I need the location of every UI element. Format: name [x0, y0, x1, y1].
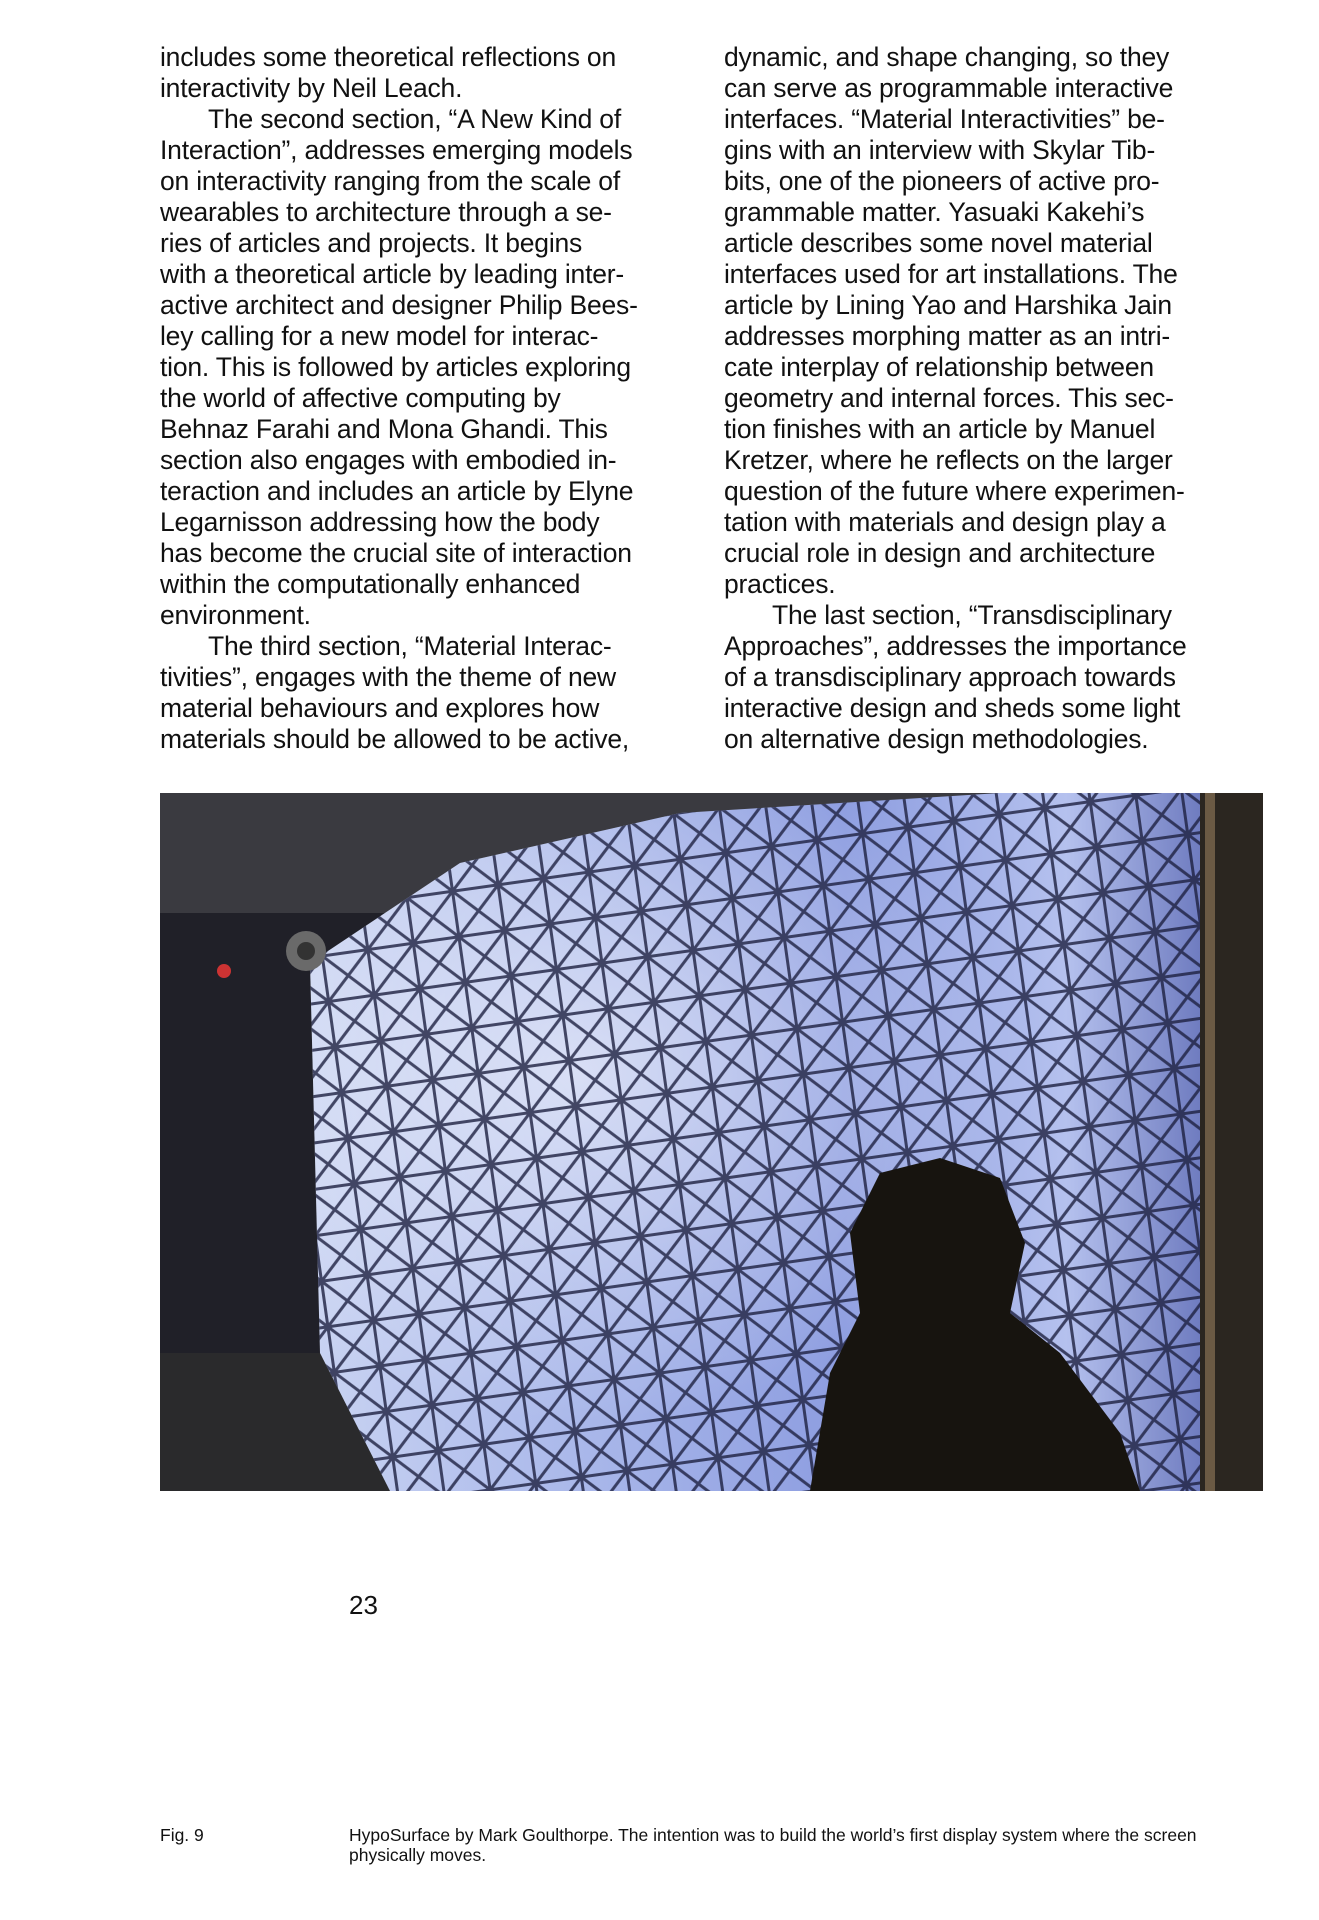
text-line: interfaces. “Material Interactivities” be- [724, 104, 1165, 134]
text-line: gins with an interview with Skylar Tib- [724, 135, 1156, 165]
text-line: tation with materials and design play a [724, 507, 1166, 537]
text-line: wearables to architecture through a se- [160, 197, 612, 227]
page-number: 23 [349, 1590, 378, 1620]
text-line: article describes some novel material [724, 228, 1153, 258]
text-line: teraction and includes an article by Elyne [160, 476, 634, 506]
text-line: ries of articles and projects. It begins [160, 228, 583, 258]
text-line: can serve as programmable interactive [724, 73, 1174, 103]
text-line: Interaction”, addresses emerging models [160, 135, 633, 165]
text-line: material behaviours and explores how [160, 693, 600, 723]
text-line: ley calling for a new model for interac- [160, 321, 599, 351]
figure-label: Fig. 9 [160, 1825, 204, 1845]
text-line: of a transdisciplinary approach towards [724, 662, 1176, 692]
text-line: Behnaz Farahi and Mona Ghandi. This [160, 414, 608, 444]
figure-caption: HypoSurface by Mark Goulthorpe. The intention was to build the world’s first display system where the screen physically moves. [349, 1825, 1197, 1865]
text-line: on interactivity ranging from the scale of [160, 166, 620, 196]
text-line: Kretzer, where he reflects on the larger [724, 445, 1173, 475]
text-line: question of the future where experimen- [724, 476, 1185, 506]
text-line: Approaches”, addresses the importance [724, 631, 1187, 661]
text-line: practices. [724, 569, 836, 599]
text-line: geometry and internal forces. This sec- [724, 383, 1174, 413]
text-line: addresses morphing matter as an intri- [724, 321, 1171, 351]
text-line: article by Lining Yao and Harshika Jain [724, 290, 1172, 320]
text-line: within the computationally enhanced [160, 569, 581, 599]
text-line: interactivity by Neil Leach. [160, 73, 463, 103]
text-line: The second section, “A New Kind of [208, 104, 622, 134]
text-line: on alternative design methodologies. [724, 724, 1149, 754]
text-line: interfaces used for art installations. The [724, 259, 1178, 289]
text-line: interactive design and sheds some light [724, 693, 1181, 723]
text-line: active architect and designer Philip Bees- [160, 290, 638, 320]
text-line: crucial role in design and architecture [724, 538, 1156, 568]
text-line: materials should be allowed to be active, [160, 724, 630, 754]
text-line: environment. [160, 600, 311, 630]
text-line: The last section, “Transdisciplinary [772, 600, 1172, 630]
text-line: dynamic, and shape changing, so they [724, 42, 1170, 72]
text-line: tivities”, engages with the theme of new [160, 662, 616, 692]
text-line: section also engages with embodied in- [160, 445, 617, 475]
hyposurface-photo [160, 793, 1263, 1491]
text-line: Legarnisson addressing how the body [160, 507, 600, 537]
text-line: the world of affective computing by [160, 383, 561, 413]
text-line: tion. This is followed by articles exploring [160, 352, 631, 382]
text-line: tion finishes with an article by Manuel [724, 414, 1156, 444]
left-text-column [160, 42, 720, 755]
text-line: includes some theoretical reflections on [160, 42, 616, 72]
text-line: has become the crucial site of interaction [160, 538, 632, 568]
text-line: cate interplay of relationship between [724, 352, 1154, 382]
text-line: with a theoretical article by leading inter- [160, 259, 625, 289]
right-text-column [724, 42, 1284, 755]
text-line: grammable matter. Yasuaki Kakehi’s [724, 197, 1145, 227]
text-line: The third section, “Material Interac- [208, 631, 612, 661]
text-line: bits, one of the pioneers of active pro- [724, 166, 1160, 196]
